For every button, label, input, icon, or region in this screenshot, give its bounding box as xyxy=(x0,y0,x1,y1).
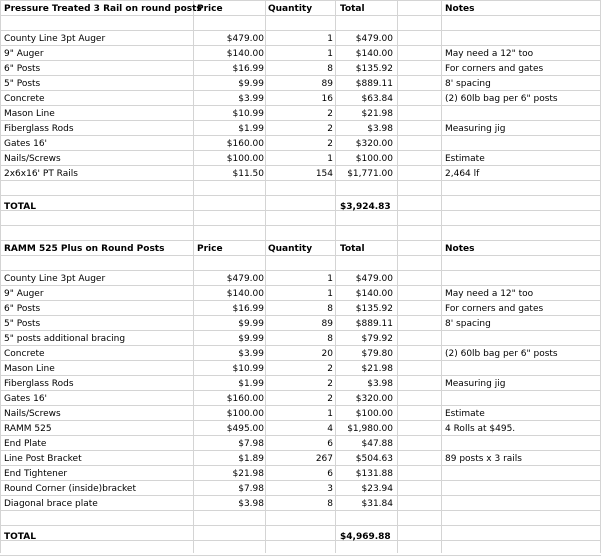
price-cell[interactable]: $3.99 xyxy=(238,349,264,359)
total-cell[interactable]: $31.84 xyxy=(361,499,393,509)
price-cell[interactable]: $160.00 xyxy=(226,139,264,149)
notes-cell[interactable]: 8' spacing xyxy=(445,79,491,89)
item-cell[interactable]: 5" Posts xyxy=(4,79,41,89)
price-cell[interactable]: $140.00 xyxy=(226,289,264,299)
grid-line xyxy=(397,0,398,553)
quantity-cell[interactable]: 2 xyxy=(327,139,333,149)
item-cell[interactable]: Concrete xyxy=(4,349,45,359)
grand-total-label[interactable]: TOTAL xyxy=(4,202,36,212)
quantity-cell[interactable]: 8 xyxy=(327,64,333,74)
column-header-quantity[interactable]: Quantity xyxy=(268,4,313,14)
price-cell[interactable]: $3.98 xyxy=(238,499,264,509)
notes-cell[interactable]: Measuring jig xyxy=(445,379,506,389)
total-cell[interactable]: $47.88 xyxy=(361,439,393,449)
column-header-total[interactable]: Total xyxy=(340,4,365,14)
total-cell[interactable]: $79.80 xyxy=(361,349,393,359)
price-cell[interactable]: $100.00 xyxy=(226,154,264,164)
total-cell[interactable]: $320.00 xyxy=(355,139,393,149)
quantity-cell[interactable]: 89 xyxy=(321,79,333,89)
grand-total-label[interactable]: TOTAL xyxy=(4,532,36,542)
item-cell[interactable]: End Tightener xyxy=(4,469,68,479)
notes-cell[interactable]: May need a 12" too xyxy=(445,49,534,59)
price-cell[interactable]: $1.99 xyxy=(238,379,264,389)
notes-cell[interactable]: 2,464 lf xyxy=(445,169,480,179)
quantity-cell[interactable]: 6 xyxy=(327,469,333,479)
notes-cell[interactable]: Estimate xyxy=(445,409,485,419)
price-cell[interactable]: $7.98 xyxy=(238,484,264,494)
quantity-cell[interactable]: 8 xyxy=(327,499,333,509)
total-cell[interactable]: $479.00 xyxy=(355,34,393,44)
quantity-cell[interactable]: 1 xyxy=(327,34,333,44)
quantity-cell[interactable]: 1 xyxy=(327,409,333,419)
column-header-total[interactable]: Total xyxy=(340,244,365,254)
item-cell[interactable]: Concrete xyxy=(4,94,45,104)
price-cell[interactable]: $9.99 xyxy=(238,334,264,344)
total-cell[interactable]: $135.92 xyxy=(355,64,393,74)
price-cell[interactable]: $479.00 xyxy=(226,274,264,284)
quantity-cell[interactable]: 2 xyxy=(327,109,333,119)
grid-line xyxy=(0,195,601,196)
item-cell[interactable]: Round Corner (inside)bracket xyxy=(4,484,136,494)
item-cell[interactable]: 6" Posts xyxy=(4,304,41,314)
price-cell[interactable]: $7.98 xyxy=(238,439,264,449)
item-cell[interactable]: Nails/Screws xyxy=(4,154,61,164)
column-header-notes[interactable]: Notes xyxy=(445,244,475,254)
grid-line xyxy=(0,270,601,271)
item-cell[interactable]: 9" Auger xyxy=(4,49,44,59)
item-cell[interactable]: 5" Posts xyxy=(4,319,41,329)
item-cell[interactable]: County Line 3pt Auger xyxy=(4,274,106,284)
total-cell[interactable]: $131.88 xyxy=(355,469,393,479)
total-cell[interactable]: $320.00 xyxy=(355,394,393,404)
price-cell[interactable]: $140.00 xyxy=(226,49,264,59)
quantity-cell[interactable]: 6 xyxy=(327,439,333,449)
quantity-cell[interactable]: 1 xyxy=(327,49,333,59)
price-cell[interactable]: $10.99 xyxy=(232,109,264,119)
grid-line xyxy=(0,30,601,31)
quantity-cell[interactable]: 2 xyxy=(327,124,333,134)
item-cell[interactable]: 2x6x16' PT Rails xyxy=(4,169,78,179)
total-cell[interactable]: $3.98 xyxy=(367,379,393,389)
quantity-cell[interactable]: 2 xyxy=(327,364,333,374)
grid-line xyxy=(0,225,601,226)
total-cell[interactable]: $1,771.00 xyxy=(347,169,393,179)
price-cell[interactable]: $16.99 xyxy=(232,304,264,314)
quantity-cell[interactable]: 3 xyxy=(327,484,333,494)
quantity-cell[interactable]: 2 xyxy=(327,394,333,404)
total-cell[interactable]: $135.92 xyxy=(355,304,393,314)
item-cell[interactable]: Diagonal brace plate xyxy=(4,499,98,509)
notes-cell[interactable]: 4 Rolls at $495. xyxy=(445,424,516,434)
item-cell[interactable]: RAMM 525 xyxy=(4,424,52,434)
column-header-price[interactable]: Price xyxy=(197,244,223,254)
price-cell[interactable]: $100.00 xyxy=(226,409,264,419)
total-cell[interactable]: $479.00 xyxy=(355,274,393,284)
quantity-cell[interactable]: 8 xyxy=(327,334,333,344)
quantity-cell[interactable]: 89 xyxy=(321,319,333,329)
total-cell[interactable]: $21.98 xyxy=(361,364,393,374)
grand-total-value[interactable]: $4,969.88 xyxy=(340,532,391,542)
quantity-cell[interactable]: 8 xyxy=(327,304,333,314)
total-cell[interactable]: $100.00 xyxy=(355,154,393,164)
quantity-cell[interactable]: 1 xyxy=(327,289,333,299)
quantity-cell[interactable]: 4 xyxy=(327,424,333,434)
price-cell[interactable]: $160.00 xyxy=(226,394,264,404)
total-cell[interactable]: $23.94 xyxy=(361,484,393,494)
total-cell[interactable]: $889.11 xyxy=(355,79,393,89)
quantity-cell[interactable]: 154 xyxy=(315,169,333,179)
grid-line xyxy=(0,0,601,1)
price-cell[interactable]: $16.99 xyxy=(232,64,264,74)
grid-line xyxy=(0,540,601,541)
price-cell[interactable]: $21.98 xyxy=(232,469,264,479)
price-cell[interactable]: $3.99 xyxy=(238,94,264,104)
total-cell[interactable]: $140.00 xyxy=(355,289,393,299)
price-cell[interactable]: $1.89 xyxy=(238,454,264,464)
price-cell[interactable]: $495.00 xyxy=(226,424,264,434)
grid-line xyxy=(0,240,601,241)
notes-cell[interactable]: For corners and gates xyxy=(445,64,544,74)
grid-line xyxy=(441,0,442,553)
quantity-cell[interactable]: 1 xyxy=(327,274,333,284)
item-cell[interactable]: Gates 16' xyxy=(4,394,48,404)
grid-line xyxy=(0,525,601,526)
quantity-cell[interactable]: 267 xyxy=(315,454,333,464)
item-cell[interactable]: Mason Line xyxy=(4,364,55,374)
section-title[interactable]: Pressure Treated 3 Rail on round posts xyxy=(4,4,202,14)
grand-total-value[interactable]: $3,924.83 xyxy=(340,202,391,212)
item-cell[interactable]: County Line 3pt Auger xyxy=(4,34,106,44)
grid-line xyxy=(0,210,601,211)
column-header-quantity[interactable]: Quantity xyxy=(268,244,313,254)
notes-cell[interactable]: Estimate xyxy=(445,154,485,164)
item-cell[interactable]: Gates 16' xyxy=(4,139,48,149)
section-title[interactable]: RAMM 525 Plus on Round Posts xyxy=(4,244,165,254)
notes-cell[interactable]: For corners and gates xyxy=(445,304,544,314)
total-cell[interactable]: $79.92 xyxy=(361,334,393,344)
notes-cell[interactable]: May need a 12" too xyxy=(445,289,534,299)
item-cell[interactable]: 5" posts additional bracing xyxy=(4,334,126,344)
total-cell[interactable]: $504.63 xyxy=(355,454,393,464)
total-cell[interactable]: $3.98 xyxy=(367,124,393,134)
notes-cell[interactable]: (2) 60lb bag per 6" posts xyxy=(445,349,558,359)
total-cell[interactable]: $140.00 xyxy=(355,49,393,59)
total-cell[interactable]: $889.11 xyxy=(355,319,393,329)
item-cell[interactable]: Mason Line xyxy=(4,109,55,119)
price-cell[interactable]: $9.99 xyxy=(238,79,264,89)
price-cell[interactable]: $479.00 xyxy=(226,34,264,44)
item-cell[interactable]: Fiberglass Rods xyxy=(4,124,74,134)
item-cell[interactable]: Line Post Bracket xyxy=(4,454,82,464)
item-cell[interactable]: Nails/Screws xyxy=(4,409,61,419)
total-cell[interactable]: $100.00 xyxy=(355,409,393,419)
price-cell[interactable]: $9.99 xyxy=(238,319,264,329)
quantity-cell[interactable]: 20 xyxy=(321,349,333,359)
total-cell[interactable]: $21.98 xyxy=(361,109,393,119)
grid-line xyxy=(0,0,1,553)
total-cell[interactable]: $63.84 xyxy=(361,94,393,104)
notes-cell[interactable]: (2) 60lb bag per 6" posts xyxy=(445,94,558,104)
total-cell[interactable]: $1,980.00 xyxy=(347,424,393,434)
quantity-cell[interactable]: 2 xyxy=(327,379,333,389)
grid-line xyxy=(193,0,194,553)
column-header-notes[interactable]: Notes xyxy=(445,4,475,14)
price-cell[interactable]: $10.99 xyxy=(232,364,264,374)
item-cell[interactable]: 6" Posts xyxy=(4,64,41,74)
notes-cell[interactable]: 89 posts x 3 rails xyxy=(445,454,522,464)
notes-cell[interactable]: 8' spacing xyxy=(445,319,491,329)
notes-cell[interactable]: Measuring jig xyxy=(445,124,506,134)
item-cell[interactable]: Fiberglass Rods xyxy=(4,379,74,389)
quantity-cell[interactable]: 16 xyxy=(321,94,333,104)
price-cell[interactable]: $1.99 xyxy=(238,124,264,134)
price-cell[interactable]: $11.50 xyxy=(232,169,264,179)
quantity-cell[interactable]: 1 xyxy=(327,154,333,164)
item-cell[interactable]: End Plate xyxy=(4,439,47,449)
column-header-price[interactable]: Price xyxy=(197,4,223,14)
item-cell[interactable]: 9" Auger xyxy=(4,289,44,299)
